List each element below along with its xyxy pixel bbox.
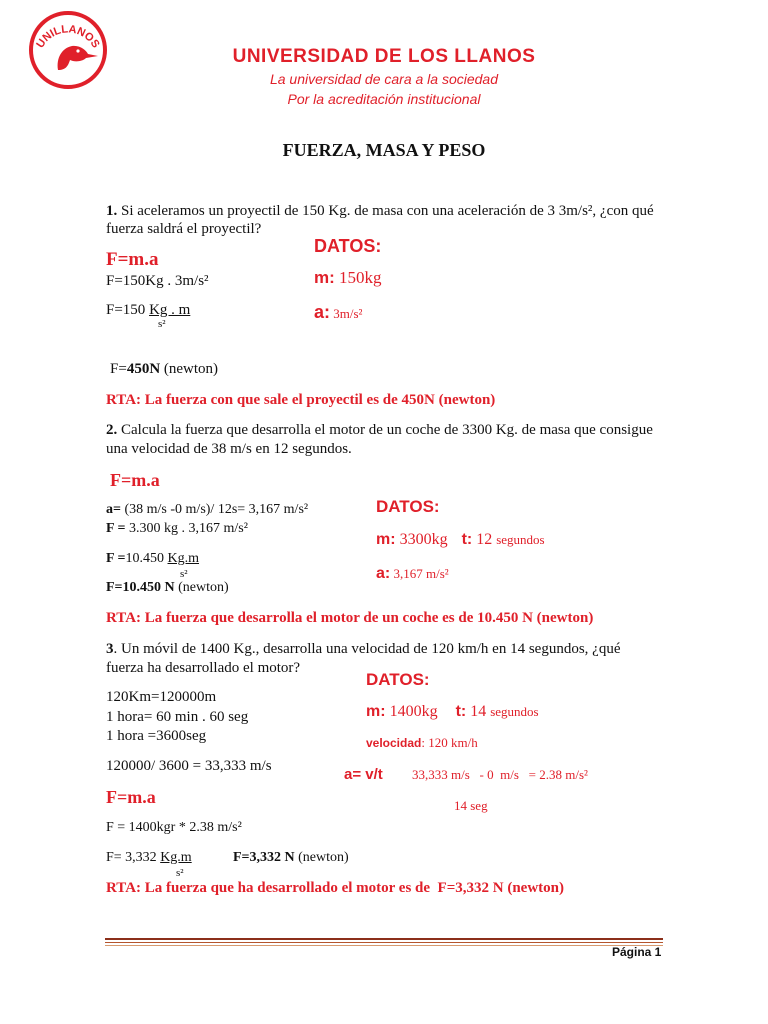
problem-3-result [233, 850, 349, 866]
problem-3-step-5: F = 1400kgr * 2.38 m/s² [106, 820, 242, 835]
problem-2-m-label: m: [376, 531, 396, 548]
problem-3-datos-v [366, 735, 478, 751]
footer-rule-thick [105, 938, 663, 940]
footer-rule-mid [105, 942, 663, 943]
tagline-1: La universidad de cara a la sociedad [269, 71, 499, 87]
tagline-2: Por la acreditación institucional [287, 91, 481, 107]
problem-3-t-value: 14 [466, 703, 491, 720]
problem-3-step-4: 120000/ 3600 = 33,333 m/s [106, 758, 272, 774]
problem-2-t-label: t: [461, 531, 473, 548]
problem-1-datos-a [314, 302, 362, 323]
problem-1-step-2-den: s² [158, 318, 166, 330]
problem-3-datos-title: DATOS: [366, 670, 430, 689]
problem-1-step-2 [106, 302, 190, 319]
problem-3-t-label: t: [455, 703, 467, 720]
problem-1-step-1: F=150Kg . 3m/s² [106, 273, 209, 289]
problem-3-step-2: 1 hora= 60 min . 60 seg [106, 709, 249, 725]
problem-2-m-value: 3300kg [395, 531, 448, 548]
problem-2-text-line1: Calcula la fuerza que desarrolla el motor de un coche de 3300 Kg. de masa que consigue [121, 422, 653, 438]
problem-1-m-value: 150kg [334, 268, 382, 287]
problem-2-t-value: 12 [472, 531, 497, 548]
problem-1-datos-title: DATOS: [314, 236, 382, 256]
problem-2-step-1-a: a= [106, 502, 121, 517]
university-name: UNIVERSIDAD DE LOS LLANOS [232, 46, 536, 67]
problem-3-v-label: velocidad [366, 736, 422, 750]
problem-3-step-3: 1 hora =3600seg [106, 728, 207, 744]
problem-2-text-line2: una velocidad de 38 m/s en 12 segundos. [106, 441, 352, 457]
problem-3-eq-label: a= v/t [344, 766, 383, 783]
problem-2-step-3-a: F = [106, 551, 126, 566]
problem-3-t-unit: segundos [490, 704, 539, 719]
problem-2-step-3 [106, 551, 199, 567]
problem-2-a-value: 3,167 m/s² [390, 566, 449, 581]
problem-2-step-4 [106, 580, 229, 596]
problem-3-step-1: 120Km=120000m [106, 689, 217, 705]
problem-2-a-label: a: [376, 565, 391, 582]
problem-2-number: 2. [106, 422, 118, 438]
problem-2-datos-a [376, 565, 449, 583]
problem-1-m-label: m: [314, 268, 335, 287]
problem-1-step-2-a: F=150 [106, 302, 150, 318]
problem-1-statement [106, 203, 654, 220]
problem-3-number: 3 [106, 641, 114, 657]
footer-rule-thin [105, 945, 663, 946]
problem-2-step-3-b: 10.450 [125, 551, 168, 566]
page-title: FUERZA, MASA Y PESO [282, 140, 486, 160]
problem-3-eq-denominator: 14 seg [454, 798, 488, 813]
problem-2-datos-m [376, 531, 545, 549]
problem-3-m-label: m: [366, 703, 386, 720]
problem-3-text-line2: fuerza ha desarrollado el motor? [106, 660, 301, 676]
problem-3-answer: RTA: La fuerza que ha desarrollado el motor es de F=3,332 N (newton) [106, 880, 564, 896]
problem-3-formula: F=m.a [106, 787, 156, 807]
problem-3-step-6-den: s² [176, 867, 184, 879]
problem-3-step-6-a: F= 3,332 [106, 850, 161, 865]
problem-3-m-value: 1400kg [385, 703, 438, 720]
problem-2-step-3-num: Kg.m [167, 551, 200, 566]
problem-3-result-b: (newton) [294, 850, 349, 865]
problem-3-statement [106, 641, 620, 658]
problem-2-step-1 [106, 502, 308, 518]
problem-3-v-value: : 120 km/h [421, 735, 478, 750]
problem-2-t-unit: segundos [496, 532, 545, 547]
problem-2-step-1-b: (38 m/s -0 m/s)/ 12s= 3,167 m/s² [120, 502, 309, 517]
problem-2-step-3-den: s² [180, 568, 188, 580]
problem-3-text-line1: . Un móvil de 1400 Kg., desarrolla una velocidad de 120 km/h en 14 segundos, ¿qué [113, 641, 621, 657]
problem-2-datos-title: DATOS: [376, 497, 440, 516]
problem-2-formula: F=m.a [110, 470, 160, 490]
problem-1-result-c: (newton) [160, 361, 219, 377]
problem-3-step-6-num: Kg.m [160, 850, 192, 865]
problem-3-datos-m [366, 703, 539, 721]
page-number: Página 1 [612, 945, 662, 959]
problem-3-step-6 [106, 850, 192, 866]
problem-2-step-2-b: 3.300 kg . 3,167 m/s² [125, 521, 248, 536]
logo-text: UNILLANOS [34, 23, 102, 51]
problem-2-statement [106, 422, 653, 439]
problem-2-step-2-a: F = [106, 521, 126, 536]
problem-1-formula: F=m.a [106, 249, 159, 270]
problem-2-step-2 [106, 521, 248, 537]
problem-1-result [110, 361, 218, 378]
problem-1-datos-m [314, 268, 382, 288]
problem-1-text-line2: fuerza saldrá el proyectil? [106, 221, 262, 237]
problem-2-step-4-a: F=10.450 N [106, 580, 175, 595]
problem-2-answer: RTA: La fuerza que desarrolla el motor de un coche es de 10.450 N (newton) [106, 610, 594, 626]
problem-1-answer: RTA: La fuerza con que sale el proyectil es de 450N (newton) [106, 392, 496, 408]
problem-1-step-2-num: Kg . m [149, 302, 191, 318]
problem-1-a-value: 3m/s² [330, 306, 363, 321]
problem-1-number: 1. [106, 203, 118, 219]
problem-2-step-4-b: (newton) [174, 580, 229, 595]
problem-1-result-b: 450N [126, 361, 161, 377]
problem-3-eq-value: 33,333 m/s - 0 m/s = 2.38 m/s² [412, 767, 588, 782]
problem-1-a-label: a: [314, 302, 331, 322]
problem-3-result-a: F=3,332 N [233, 850, 295, 865]
problem-1-result-a: F= [110, 361, 127, 377]
problem-1-text-line1: Si aceleramos un proyectil de 150 Kg. de masa con una aceleración de 3 3m/s², ¿con qué [121, 203, 654, 219]
